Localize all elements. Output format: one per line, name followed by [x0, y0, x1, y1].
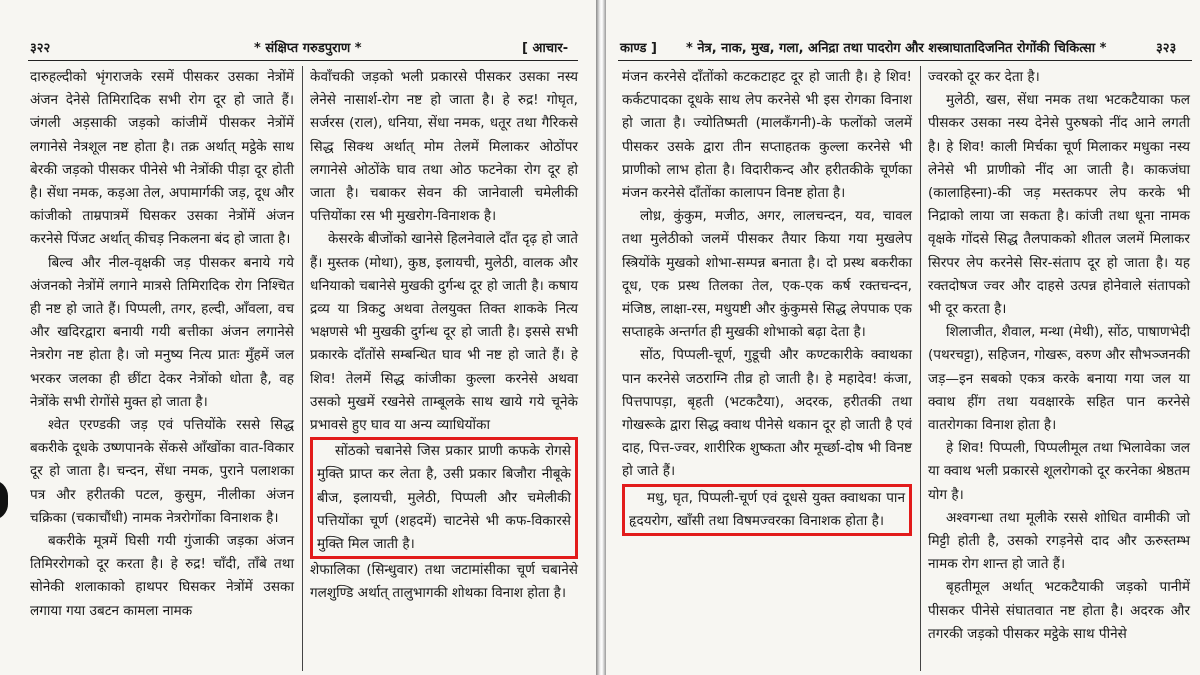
- left-column-1: [30, 66, 294, 623]
- right-column-1: [622, 66, 912, 536]
- paragraph: लोध्र, कुंकुम, मजीठ, अगर, लालचन्दन, यव, चावल तथा मुलेठीको जलमें पीसकर तैयार किया गया मुखलेप स्त्रियोंके मुखको शोभा-सम्पन्न बनाता है। दो प्रस्थ बकरीका दूध, एक प्रस्थ तिलका तेल, एक-एक कर्ष रक्तचन्दन, मंजिष्ठ, लाक्षा-रस, मधुयष्टी और कुंकुमसे सिद्ध लेपपाक एक सप्ताहके अन्तर्गत ही मुखकी शोभाको बढ़ा देता है।: [622, 208, 912, 341]
- paragraph: दारुहल्दीको भृंगराजके रसमें पीसकर उसका नेत्रोंमें अंजन देनेसे तिमिरादिक सभी रोग दूर हो जाते हैं। जंगली अड़साकी जड़को कांजीमें पीसकर नेत्रोंमें लगानेसे नेत्रशूल नष्ट होता है। तक्र अर्थात् मट्ठेके साथ बेरकी जड़को पीसकर पीनेसे भी नेत्रोंकी पीड़ा दूर होती है। सेंधा नमक, कड़आ तेल, अपामार्गकी जड़, दूध और कांजीको ताम्रपात्रमें घिसकर उसका नेत्रोंमें अंजन करनेसे पिंजट अर्थात् कीचड़ निकलना बंद हो जाता है।: [30, 69, 294, 248]
- paragraph: शेफालिका (सिन्धुवार) तथा जटामांसीका चूर्ण चबानेसे गलशुण्डि अर्थात् तालुभागकी शोथका विनाश होता है।: [310, 562, 578, 602]
- right-page-number: ३२३: [1156, 41, 1177, 56]
- paragraph: बृहतीमूल अर्थात् भटकटैयाकी जड़को पानीमें पीसकर पीनेसे संघातवात नष्ट होता है। अदरक और तगरकी जड़को पीसकर मट्ठेके साथ पीनेसे: [928, 579, 1190, 642]
- right-running-title: * नेत्र, नाक, मुख, गला, अनिद्रा तथा पादरोग और शस्त्राघातादिजनित रोगोंकी चिकित्सा *: [686, 41, 1107, 56]
- highlighted-paragraph: सोंठको चबानेसे जिस प्रकार प्राणी कफके रोगसे मुक्ति प्राप्त कर लेता है, उसी प्रकार बिजौरा नीबूके बीज, इलायची, मुलेठी, पिप्पली और चमेलीकी पत्तियोंका चूर्ण (शहदमें) चाटनेसे भी कफ-विकारसे मुक्ति मिल जाती है।: [310, 437, 578, 559]
- paragraph: शिलाजीत, शैवाल, मन्था (मेथी), सोंठ, पाषाणभेदी (पथरचट्टा), सहिजन, गोखरू, वरुण और सौभञ्जनकी जड़—इन सबको एकत्र करके बनाया गया जल या क्वाथ हींग तथा यवक्षारके सहित पान करनेसे वातरोगका विनाश होता है।: [928, 324, 1190, 434]
- left-page-number: ३२२: [30, 41, 51, 56]
- left-running-title: * संक्षिप्त गरुडपुराण *: [254, 41, 362, 56]
- paragraph: श्वेत एरण्डकी जड़ एवं पत्तियोंके रससे सिद्ध बकरीके दूधके उष्णपानके सेंकसे आँखोंका वात-विकार दूर हो जाता है। चन्दन, सेंधा नमक, पुराने पलाशका पत्र और हरीतकी पटल, कुसुम, नीलीका अंजन चक्रिका (चकाचौंधी) नामक नेत्ररोगोंका विनाशक है।: [30, 417, 294, 526]
- paragraph: ज्वरको दूर कर देता है।: [928, 69, 1040, 85]
- right-section-label: काण्ड ]: [620, 41, 657, 56]
- left-section-label: [ आचार-: [522, 41, 569, 56]
- right-header-rule: [618, 60, 1192, 61]
- right-page: [606, 0, 1200, 675]
- left-column-2: [310, 66, 578, 606]
- paragraph: केवाँचकी जड़को भली प्रकारसे पीसकर उसका नस्य लेनेसे नासार्श-रोग नष्ट हो जाता है। हे रुद्र! गोघृत, सर्जरस (राल), धनिया, सेंधा नमक, धतूर तथा गैरिकसे सिद्ध सिक्थ अर्थात् मोम तेलमें मिलाकर ओठोंपर लगानेसे ओठोंके घाव तथा ओठ फटनेका रोग दूर हो जाता है। चबाकर सेवन की जानेवाली चमेलीकी पत्तियोंका रस भी मुखरोग-विनाशक है।: [310, 69, 578, 225]
- paragraph: बकरीके मूत्रमें घिसी गयी गुंजाकी जड़का अंजन तिमिररोगको दूर करता है। हे रुद्र! चाँदी, ताँबे तथा सोनेकी शलाकाको हाथपर घिसकर नेत्रोंमें उसका लगाया गया उबटन कामला नामक: [30, 533, 294, 619]
- left-header-rule: [28, 60, 578, 61]
- paragraph: अश्वगन्धा तथा मूलीके रससे शोधित वामीकी जो मिट्टी होती है, उसको रगड़नेसे दाद और ऊरुस्तम्भ नामक रोग शान्त हो जाते हैं।: [928, 509, 1190, 573]
- paragraph: बिल्व और नील-वृक्षकी जड़ पीसकर बनाये गये अंजनको नेत्रोंमें लगाने मात्रसे तिमिरादिक रोग निश्चित ही नष्ट हो जाते हैं। पिप्पली, तगर, हल्दी, आँवला, वच और खदिरद्वारा बनायी गयी बत्तीका अंजन लगानेसे नेत्ररोग नष्ट होता है। जो मनुष्य नित्य प्रातः मुँहमें जल भरकर जलका ही छींटा देकर नेत्रोंको धोता है, वह नेत्रोंके सभी रोगोंसे मुक्त हो जाता है।: [30, 254, 294, 410]
- paragraph: मुलेठी, खस, सेंधा नमक तथा भटकटैयाका फल पीसकर उसका नस्य देनेसे पुरुषको नींद आने लगती है। हे शिव! काली मिर्चका चूर्ण मिलाकर मधुका नस्य लेनेसे भी प्राणीको नींद आ जाती है। काकजंघा (कालाहिस्ना)-की जड़ मस्तकपर लेप करके भी निद्राको लाया जा सकता है। कांजी तथा धूना नामक वृक्षके गोंदसे सिद्ध तैलपाकको शीतल जलमें मिलाकर सिरपर लेप करनेसे सिर-संताप दूर हो जाता है। यह रक्तदोषज ज्वर और दाहसे उत्पन्न होनेवाले संतापको भी दूर करता है।: [928, 92, 1190, 318]
- scan-edge-mark: [0, 480, 8, 520]
- paragraph: हे शिव! पिप्पली, पिप्पलीमूल तथा भिलावेका जल या क्वाथ भली प्रकारसे शूलरोगको दूर करनेका श्रेष्ठतम योग है।: [928, 440, 1190, 503]
- right-column-divider: [920, 66, 921, 671]
- paragraph: मंजन करनेसे दाँतोंको कटकटाहट दूर हो जाती है। हे शिव! कर्कटपादका दूधके साथ लेप करनेसे भी इस रोगका विनाश हो जाता है। ज्योतिष्मती (मालकँगनी)-के फलोंको जलमें पीसकर उसके द्वारा तीन सप्ताहतक कुल्ला करनेसे भी प्राणीको लाभ होता है। विदारीकन्द और हरीतकीके चूर्णका मंजन करनेसे दाँतोंका कालापन विनष्ट होता है।: [622, 69, 912, 202]
- left-page: [0, 0, 596, 675]
- right-column-2: [928, 66, 1190, 646]
- paragraph: सोंठ, पिप्पली-चूर्ण, गुडूची और कण्टकारीके क्वाथका पान करनेसे जठराग्नि तीव्र हो जाती है। हे महादेव! कंजा, पित्तपापड़ा, बृहती (भटकटैया), अदरक, हरीतकी तथा गोखरूके द्वारा सिद्ध क्वाथ पीनेसे थकान दूर हो जाती है एवं दाह, पित्त-ज्वर, शारीरिक शुष्कता और मूर्च्छा-दोष भी विनष्ट हो जाते हैं।: [622, 347, 912, 480]
- left-column-divider: [302, 66, 303, 671]
- paragraph: केसरके बीजोंको खानेसे हिलनेवाले दाँत दृढ़ हो जाते हैं। मुस्तक (मोथा), कुष्ठ, इलायची, मुलेठी, वालक और धनियाको चबानेसे मुखकी दुर्गन्ध दूर हो जाती है। कषाय द्रव्य या त्रिकटु अथवा तेलयुक्त तिक्त शाकके नित्य भक्षणसे भी मुखकी दुर्गन्ध दूर हो जाती है। इससे सभी प्रकारके दाँतोंसे सम्बन्धित घाव भी नष्ट हो जाते हैं। हे शिव! तेलमें सिद्ध कांजीका कुल्ला करनेसे अथवा उसको मुखमें रखनेसे ताम्बूलके साथ खाये गये चूनेके प्रभावसे हुए घाव या अन्य व्याधियोंका: [310, 231, 578, 434]
- highlighted-paragraph: मधु, घृत, पिप्पली-चूर्ण एवं दूधसे युक्त क्वाथका पान हृदयरोग, खाँसी तथा विषमज्वरका विनाशक होता है।: [622, 484, 912, 536]
- book-gutter: [596, 0, 606, 675]
